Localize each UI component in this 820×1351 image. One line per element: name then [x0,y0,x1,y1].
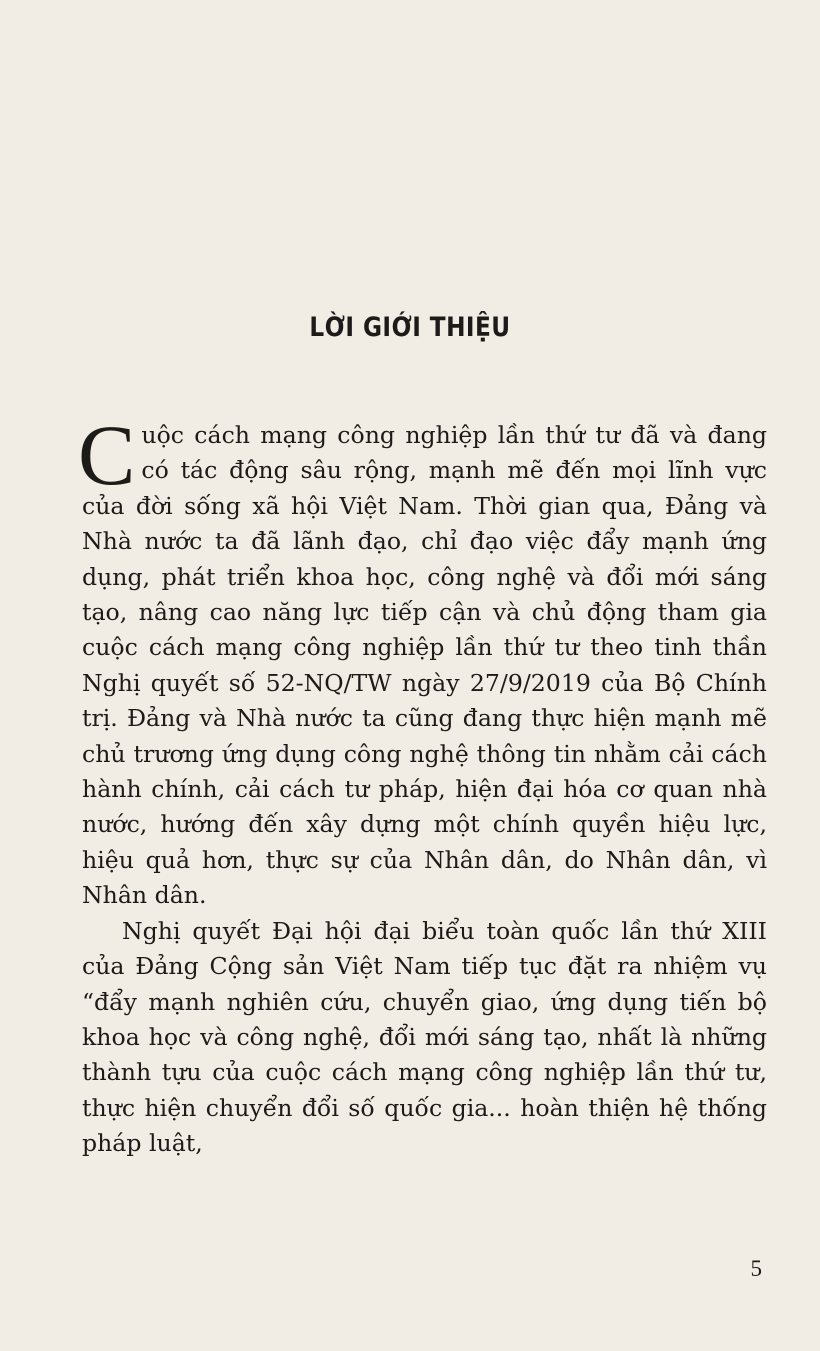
drop-cap: C [78,407,136,503]
paragraph-2: Nghị quyết Đại hội đại biểu toàn quốc lần thứ XIII của Đảng Cộng sản Việt Nam tiếp tục đặt ra nhiệm vụ “đẩy mạnh nghiên cứu, chuyển giao, ứng dụng tiến bộ khoa học và công nghệ, đổi mới sáng tạo, nhất là những thành tựu của cuộc cách mạng công nghiệp lần thứ tư, thực hiện chuyển đổi số quốc gia... hoàn thiện hệ thống pháp luật, [82,916,767,1158]
body-text [78,407,767,1162]
paragraph-1 [78,407,767,914]
paragraph-1-text: uộc cách mạng công nghiệp lần thứ tư đã và đang có tác động sâu rộng, mạnh mẽ đến mọi lĩnh vực của đời sống xã hội Việt Nam. Thời gian qua, Đảng và Nhà nước ta đã lãnh đạo, chỉ đạo việc đẩy mạnh ứng dụng, phát triển khoa học, công nghệ và đổi mới sáng tạo, nâng cao năng lực tiếp cận và chủ động tham gia cuộc cách mạng công nghiệp lần thứ tư theo tinh thần Nghị quyết số 52-NQ/TW ngày 27/9/2019 của Bộ Chính trị. Đảng và Nhà nước ta cũng đang thực hiện mạnh mẽ chủ trương ứng dụng công nghệ thông tin nhằm cải cách hành chính, cải cách tư pháp, hiện đại hóa cơ quan nhà nước, hướng đến xây dựng một chính quyền hiệu lực, hiệu quả hơn, thực sự của Nhân dân, do Nhân dân, vì Nhân dân. [82,421,767,910]
page-number: 5 [750,1256,762,1281]
page-title: LỜI GIỚI THIỆU [309,312,511,343]
